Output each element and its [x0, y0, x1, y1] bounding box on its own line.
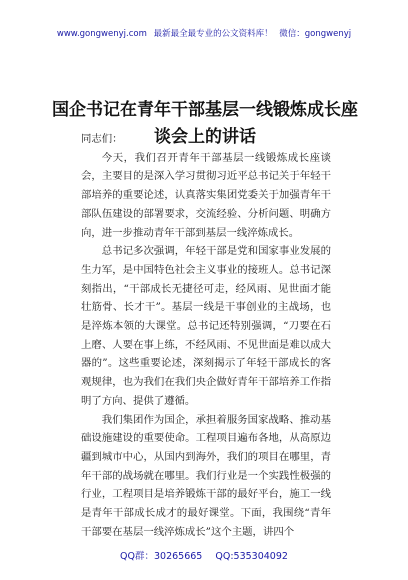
- site-header: [0, 27, 408, 39]
- paragraph-1: 今天，我们召开青年干部基层一线锻炼成长座谈会，主要目的是深入学习贯彻习近平总书记关于年轻干部培养的重要论述，认真落实集团党委关于加强青年干部队伍建设的部署要求，交流经验、分析问题、明确方向，进一步推动青年干部到基层一线淬炼成长。: [81, 151, 331, 239]
- site-slogan: 最新最全最专业的公文资料库！: [153, 29, 273, 39]
- site-url-link[interactable]: www.gongwenyj.com: [56, 29, 147, 39]
- qq-info: QQ:535304092: [215, 551, 288, 562]
- wechat-info: 微信：gongwenyj: [279, 29, 352, 39]
- site-footer: [0, 548, 408, 562]
- document-title: 国企书记在青年干部基层一线锻炼成长座谈会上的讲话: [52, 100, 358, 148]
- document-body: [81, 130, 331, 541]
- paragraph-3: 我们集团作为国企，承担着服务国家战略、推动基础设施建设的重要使命。工程项目遍布各地，从高原边疆到城市中心，从国内到海外，我们的项目在哪里，青年干部的战场就在哪里。我们行业是一个实践性极强的行业，工程项目是培养锻炼干部的最好平台，施工一线是青年干部成长成才的最好课堂。下面，我围绕“青年干部要在基层一线淬炼成长”这个主题，讲四个: [81, 413, 331, 538]
- paragraph-2: 总书记多次强调，年轻干部是党和国家事业发展的生力军，是中国特色社会主义事业的接班人。总书记深刻指出，“干部成长无捷径可走，经风雨、见世面才能壮筋骨、长才干”。基层一线是干事创业的主战场，也是淬炼本领的大课堂。总书记还特别强调，“刀要在石上磨、人要在事上练，不经风雨、不见世面是难以成大器的”。这些重要论述，深刻揭示了年轻干部成长的客观规律，也为我们在我们央企做好青年干部培养工作指明了方向、提供了遵循。: [81, 245, 331, 407]
- qq-group-info: QQ群：30265665: [120, 551, 203, 562]
- salutation: 同志们：: [81, 133, 123, 145]
